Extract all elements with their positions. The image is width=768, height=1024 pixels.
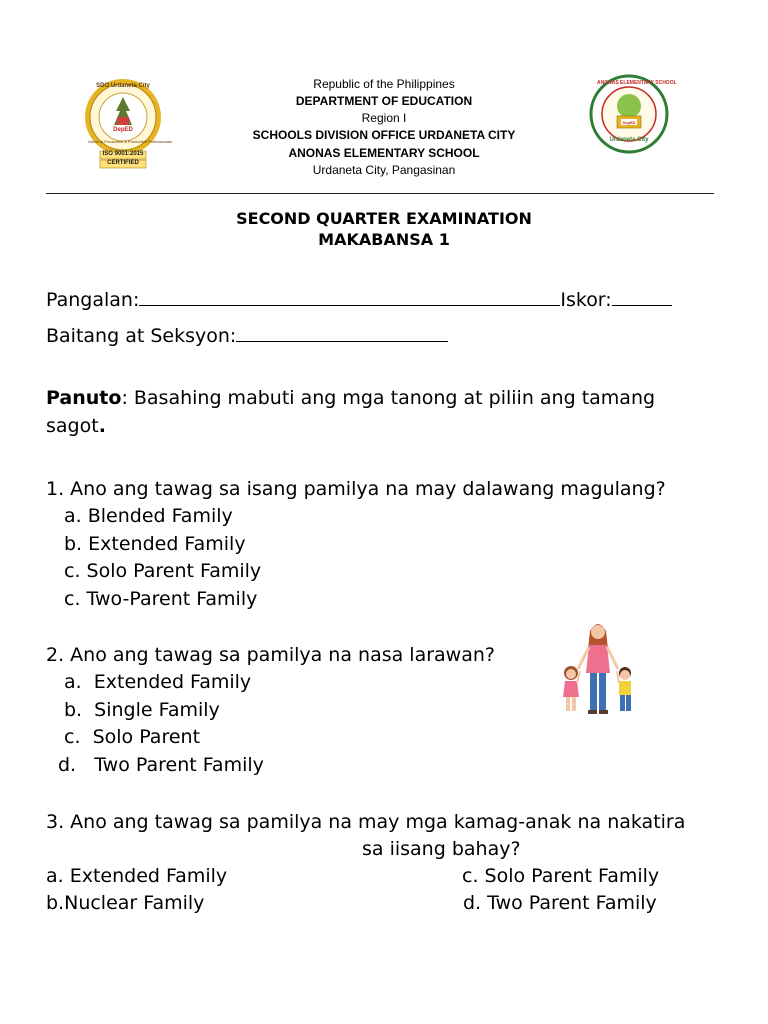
question-2: 2. Ano ang tawag sa pamilya na nasa larawan?: [46, 644, 495, 666]
header-republic: Republic of the Philippines: [313, 77, 455, 91]
q1-choice-d: c. Two-Parent Family: [64, 588, 258, 610]
section-row: [46, 324, 448, 347]
section-blank[interactable]: [236, 324, 448, 342]
header-deped: DEPARTMENT OF EDUCATION: [295, 94, 473, 108]
school-logo-center-text: DepED: [622, 120, 636, 125]
question-3-cont: sa iisang bahay?: [362, 838, 521, 860]
score-blank[interactable]: [612, 288, 672, 306]
instructions-period: .: [98, 415, 106, 437]
q3-choice-a: a. Extended Family: [46, 865, 228, 887]
exam-subject: MAKABANSA 1: [318, 230, 450, 249]
name-row: [46, 288, 672, 311]
score-label: Iskor:: [560, 289, 612, 311]
q2-choice-c: c. Solo Parent: [64, 726, 201, 748]
instructions: [46, 387, 655, 409]
q1-choice-b: b. Extended Family: [64, 533, 246, 555]
header-division: SCHOOLS DIVISION OFFICE URDANETA CITY: [252, 128, 516, 142]
section-label: Baitang at Seksyon:: [46, 325, 237, 347]
school-logo-bottom-text: Urdaneta City: [609, 137, 649, 143]
q3-choice-d: d. Two Parent Family: [463, 892, 657, 914]
q3-choice-b: b.Nuclear Family: [46, 892, 205, 914]
header-divider: [46, 193, 714, 194]
instructions-text-2: sagot: [46, 415, 99, 437]
header-address: Urdaneta City, Pangasinan: [312, 163, 456, 177]
header-region: Region I: [361, 111, 407, 125]
name-blank[interactable]: [139, 288, 560, 306]
header-school: ANONAS ELEMENTARY SCHOOL: [288, 146, 480, 160]
logo-bottom-text: Home of Productive & Productive Professionals: [88, 139, 173, 144]
certified-text: CERTIFIED: [107, 160, 139, 166]
question-1: 1. Ano ang tawag sa isang pamilya na may dalawang magulang?: [46, 478, 666, 500]
instructions-cont: [46, 415, 106, 437]
q1-choice-c: c. Solo Parent Family: [64, 560, 262, 582]
q2-choice-d: d. Two Parent Family: [58, 754, 264, 776]
anonas-school-logo: [587, 74, 677, 154]
exam-title: SECOND QUARTER EXAMINATION: [236, 209, 532, 228]
school-logo-ring-text: ANONAS ELEMENTARY SCHOOL: [597, 80, 677, 86]
name-label: Pangalan:: [46, 289, 140, 311]
single-parent-family-image: [556, 615, 640, 719]
instructions-text: : Basahing mabuti ang mga tanong at piliin ang tamang: [121, 387, 656, 409]
q3-choice-c: c. Solo Parent Family: [462, 865, 660, 887]
q1-choice-a: a. Blended Family: [64, 505, 233, 527]
logo-ring-text: SDO Urdaneta City: [96, 83, 150, 89]
q2-choice-b: b. Single Family: [64, 699, 220, 721]
iso-cert-text: ISO 9001:2015: [102, 151, 144, 157]
logo-center-text: DepED: [113, 127, 133, 133]
q2-choice-a: a. Extended Family: [64, 671, 252, 693]
question-3: 3. Ano ang tawag sa pamilya na may mga kamag-anak na nakatira: [46, 811, 686, 833]
instructions-label: Panuto: [46, 387, 122, 409]
